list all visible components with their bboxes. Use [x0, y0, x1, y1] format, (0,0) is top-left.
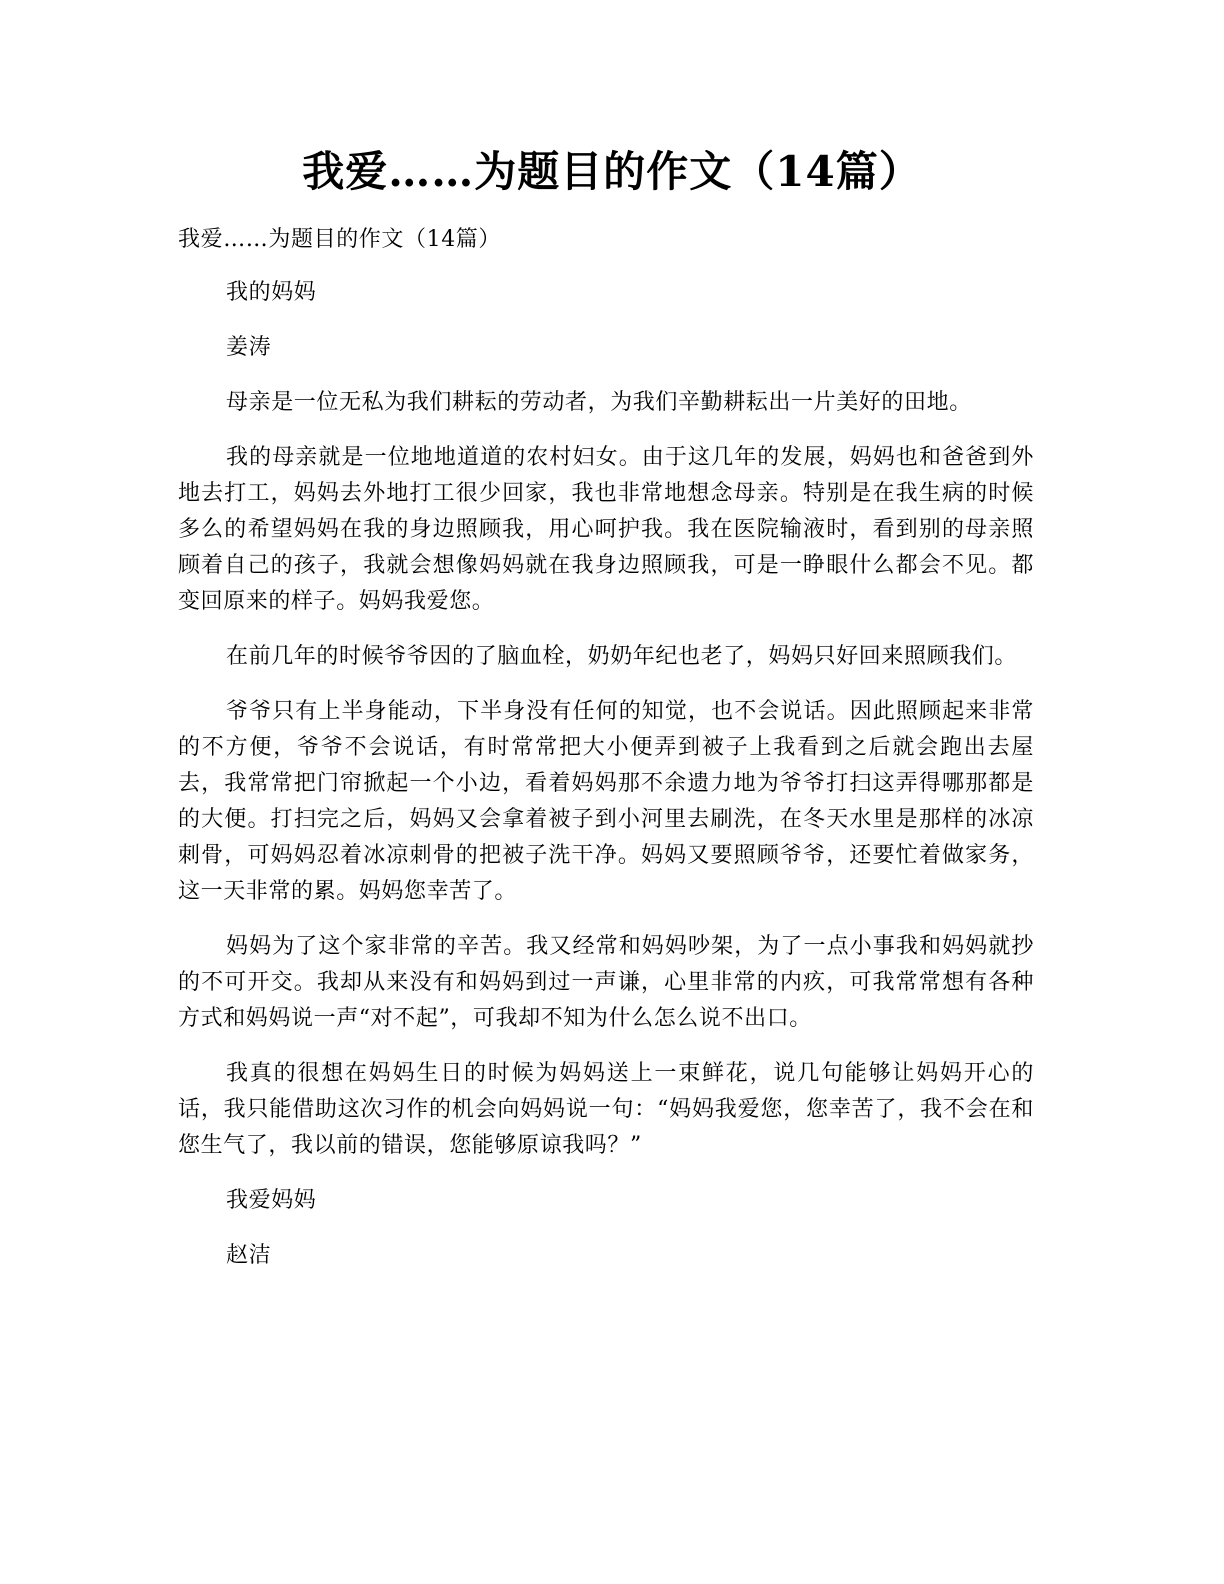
paragraph: 妈妈为了这个家非常的辛苦。我又经常和妈妈吵架，为了一点小事我和妈妈就抄的不可开交。我却从来没有和妈妈到过一声谦，心里非常的内疚，可我常常想有各种方式和妈妈说一声“对不起”，可我却不知为什么怎么说不出口。 — [178, 934, 1034, 1031]
document-body — [178, 222, 1034, 1293]
document-subtitle: 我爱……为题目的作文（14篇） — [178, 227, 501, 252]
paragraph: 我真的很想在妈妈生日的时候为妈妈送上一束鲜花，说几句能够让妈妈开心的话，我只能借助这次习作的机会向妈妈说一句：“妈妈我爱您，您幸苦了，我不会在和您生气了，我以前的错误，您能够原谅我吗？” — [178, 1061, 1034, 1158]
document-title: 我爱……为题目的作文（14篇） — [302, 147, 922, 196]
paragraph: 在前几年的时候爷爷因的了脑血栓，奶奶年纪也老了，妈妈只好回来照顾我们。 — [226, 644, 1018, 669]
paragraph: 我的母亲就是一位地地道道的农村妇女。由于这几年的发展，妈妈也和爸爸到外地去打工，妈妈去外地打工很少回家，我也非常地想念母亲。特别是在我生病的时候多么的希望妈妈在我的身边照顾我，用心呵护我。我在医院输液时，看到别的母亲照顾着自己的孩子，我就会想像妈妈就在我身边照顾我，可是一睁眼什么都会不见。都变回原来的样子。妈妈我爱您。 — [178, 445, 1034, 614]
essay-title: 我的妈妈 — [226, 280, 317, 305]
essay-title: 我爱妈妈 — [226, 1188, 317, 1213]
paragraph: 母亲是一位无私为我们耕耘的劳动者，为我们辛勤耕耘出一片美好的田地。 — [226, 390, 972, 415]
paragraph: 爷爷只有上半身能动，下半身没有任何的知觉，也不会说话。因此照顾起来非常的不方便，爷爷不会说话，有时常常把大小便弄到被子上我看到之后就会跑出去屋去，我常常把门帘掀起一个小边，看着妈妈那不余遗力地为爷爷打扫这弄得哪那都是的大便。打扫完之后，妈妈又会拿着被子到小河里去刷洗，在冬天水里是那样的冰凉刺骨，可妈妈忍着冰凉刺骨的把被子洗干净。妈妈又要照顾爷爷，还要忙着做家务，这一天非常的累。妈妈您幸苦了。 — [178, 699, 1034, 904]
essay-author: 姜涛 — [226, 335, 272, 360]
essay-author: 赵洁 — [226, 1243, 272, 1268]
